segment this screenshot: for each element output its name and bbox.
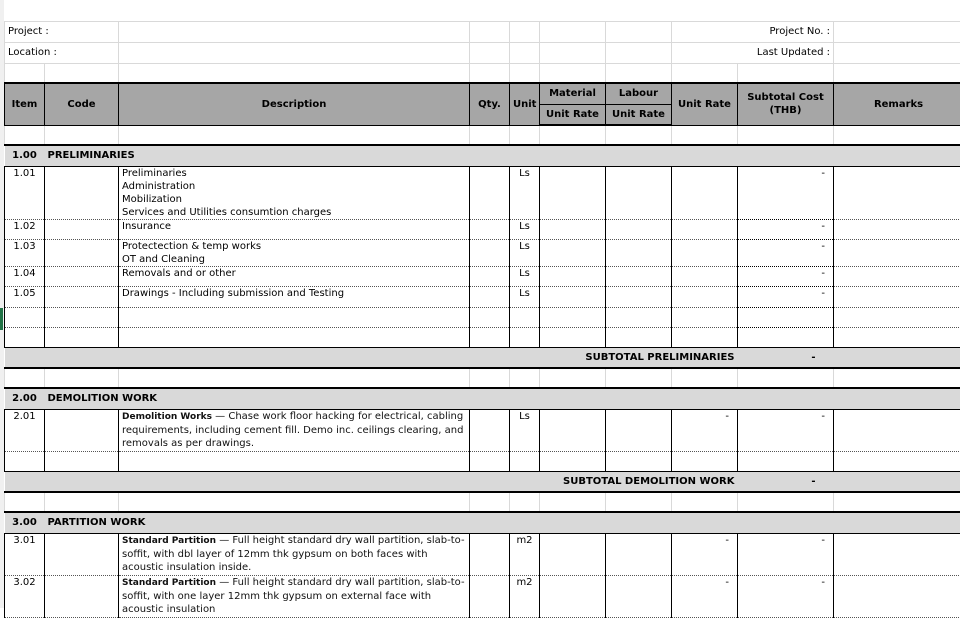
section-title: PRELIMINARIES	[45, 145, 960, 166]
subtotal-label: SUBTOTAL DEMOLITION WORK	[5, 471, 738, 492]
last-updated-value-cell[interactable]	[834, 42, 960, 63]
col-item: Item	[5, 83, 45, 125]
empty-row	[5, 451, 960, 471]
table-row	[5, 575, 960, 617]
description-cell[interactable]	[119, 533, 470, 575]
subtotal-value: -	[738, 471, 834, 492]
qty-cell[interactable]	[470, 166, 510, 219]
project-row	[5, 21, 960, 42]
column-header-row	[5, 83, 960, 104]
unit-cell: Ls	[510, 166, 540, 219]
unit-rate-cell: -	[672, 575, 738, 617]
subtotal-row	[5, 471, 960, 492]
description-line: Administration	[122, 180, 466, 193]
section-number: 2.00	[5, 388, 45, 409]
description-line: Services and Utilities consumtion charges	[122, 206, 466, 219]
location-value-cell[interactable]	[119, 42, 470, 63]
table-row	[5, 166, 960, 219]
description-text: — Full height standard dry wall partition, slab-to-soffit, with dbl layer of 12mm thk gypsum on both faces with acoustic insulation inside.	[122, 535, 465, 573]
col-unit-rate: Unit Rate	[672, 83, 738, 125]
description-line: Protectection & temp works	[122, 240, 466, 253]
project-label: Project :	[5, 21, 119, 42]
item-number: 1.04	[5, 266, 45, 286]
subtotal-value: -	[738, 347, 834, 368]
description-cell[interactable]	[119, 166, 470, 219]
item-number: 1.05	[5, 286, 45, 307]
subtotal-label: SUBTOTAL PRELIMINARIES	[5, 347, 738, 368]
item-number: 1.03	[5, 239, 45, 266]
unit-cell: m2	[510, 533, 540, 575]
section-title: DEMOLITION WORK	[45, 388, 960, 409]
table-row	[5, 409, 960, 451]
description-cell[interactable]	[119, 409, 470, 451]
empty-row	[5, 327, 960, 347]
unit-rate-cell: -	[672, 533, 738, 575]
description-title: Demolition Works	[122, 412, 212, 422]
table-row	[5, 239, 960, 266]
table-row	[5, 286, 960, 307]
description-cell[interactable]: Insurance	[119, 219, 470, 239]
unit-cell: Ls	[510, 409, 540, 451]
last-updated-label: Last Updated :	[672, 42, 834, 63]
description-title: Standard Partition	[122, 536, 216, 546]
description-cell[interactable]: Drawings - Including submission and Testing	[119, 286, 470, 307]
subtotal-cell: -	[738, 266, 834, 286]
subtotal-cell: -	[738, 166, 834, 219]
col-qty: Qty.	[470, 83, 510, 125]
unit-cell: Ls	[510, 219, 540, 239]
code-cell[interactable]	[45, 166, 119, 219]
col-remarks: Remarks	[834, 83, 960, 125]
item-number: 3.01	[5, 533, 45, 575]
section-row	[5, 388, 960, 409]
description-line: OT and Cleaning	[122, 253, 466, 266]
description-cell[interactable]	[119, 575, 470, 617]
subtotal-cell: -	[738, 409, 834, 451]
subtotal-cell: -	[738, 286, 834, 307]
section-row	[5, 145, 960, 166]
description-title: Standard Partition	[122, 578, 216, 588]
col-labour: Labour	[606, 83, 672, 104]
unit-rate-cell: -	[672, 409, 738, 451]
description-line: Mobilization	[122, 193, 466, 206]
description-line: Preliminaries	[122, 167, 466, 180]
section-number: 1.00	[5, 145, 45, 166]
selected-row-marker	[0, 308, 3, 330]
section-number: 3.00	[5, 512, 45, 533]
description-text: — Full height standard dry wall partition, slab-to-soffit, with one layer 12mm thk gypsum on external face with acoustic insulation	[122, 577, 465, 615]
project-no-value-cell[interactable]	[834, 21, 960, 42]
subtotal-cell: -	[738, 219, 834, 239]
project-no-label: Project No. :	[672, 21, 834, 42]
col-subtotal: Subtotal Cost (THB)	[738, 83, 834, 125]
subtotal-cell: -	[738, 533, 834, 575]
item-number: 3.02	[5, 575, 45, 617]
item-number: 2.01	[5, 409, 45, 451]
table-row	[5, 266, 960, 286]
description-cell[interactable]	[119, 239, 470, 266]
project-value-cell[interactable]	[119, 21, 470, 42]
remarks-cell[interactable]	[834, 166, 960, 219]
subtotal-row	[5, 347, 960, 368]
section-row	[5, 512, 960, 533]
col-material: Material	[540, 83, 606, 104]
location-label: Location :	[5, 42, 119, 63]
item-number: 1.02	[5, 219, 45, 239]
unit-cell: Ls	[510, 266, 540, 286]
item-number: 1.01	[5, 166, 45, 219]
table-row	[5, 219, 960, 239]
location-row	[5, 42, 960, 63]
boq-table	[4, 0, 960, 618]
col-unit: Unit	[510, 83, 540, 125]
col-labour-unit-rate: Unit Rate	[606, 104, 672, 125]
col-description: Description	[119, 83, 470, 125]
subtotal-cell: -	[738, 239, 834, 266]
section-title: PARTITION WORK	[45, 512, 960, 533]
table-row	[5, 533, 960, 575]
unit-cell: Ls	[510, 286, 540, 307]
col-code: Code	[45, 83, 119, 125]
empty-row	[5, 307, 960, 327]
col-material-unit-rate: Unit Rate	[540, 104, 606, 125]
description-text: — Chase work floor hacking for electrical, cabling requirements, including cement fill. Demo inc. ceilings clearing, and removals as per drawings.	[122, 411, 463, 449]
unit-cell: Ls	[510, 239, 540, 266]
unit-cell: m2	[510, 575, 540, 617]
subtotal-cell: -	[738, 575, 834, 617]
description-cell[interactable]: Removals and or other	[119, 266, 470, 286]
